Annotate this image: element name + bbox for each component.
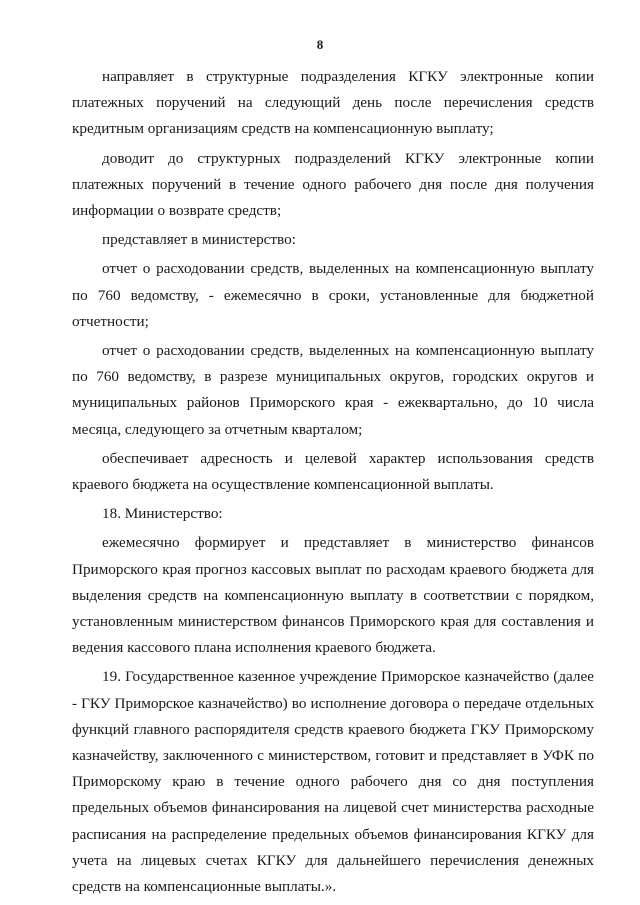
paragraph-submits-to-ministry: представляет в министерство:: [102, 231, 296, 249]
paragraph-section-18-body: ежемесячно формирует и представляет в министерство финансов Приморского края прогноз кассовых выплат по расходам краевого бюджета для выделения средств на компенсационную выплату в соответствии с порядком, установленным министерством финансов Приморского края для составления и ведения кассового плана исполнения краевого бюджета.: [72, 534, 594, 657]
paragraph-monthly-report: отчет о расходовании средств, выделенных на компенсационную выплату по 760 ведомству, - ежемесячно в сроки, установленные для бюджетной отчетности;: [72, 260, 594, 330]
page-number: 8: [316, 37, 324, 52]
paragraph-targeted-use: обеспечивает адресность и целевой характер использования средств краевого бюджета на осуществление компенсационной выплаты.: [72, 449, 594, 494]
paragraph-section-18-heading: 18. Министерство:: [102, 505, 223, 523]
paragraph-section-19: 19. Государственное казенное учреждение Приморское казначейство (далее - ГКУ Приморское казначейство) во исполнение договора о передаче отдельных функций главного распорядителя средств краевого бюджета ГКУ Приморскому казначейству, заключенного с министерством, готовит и представляет в УФК по Приморскому краю в течение одного рабочего дня со дня поступления предельных объемов финансирования на лицевой счет министерства расходные расписания на распределение предельных объемов финансирования КГКУ для учета на лицевых счетах КГКУ для дальнейшего перечисления денежных средств на компенсационные выплаты.».: [72, 668, 594, 896]
paragraph-quarterly-report: отчет о расходовании средств, выделенных на компенсационную выплату по 760 ведомству, в разрезе муниципальных округов, городских округов и муниципальных районов Приморского края - ежеквартально, до 10 числа месяца, следующего за отчетным кварталом;: [72, 342, 594, 438]
paragraph-transfer-copies: направляет в структурные подразделения КГКУ электронные копии платежных поручений на следующий день после перечисления средств кредитным организациям средств на компенсационную выплату;: [72, 68, 594, 138]
paragraph-deliver-copies: доводит до структурных подразделений КГКУ электронные копии платежных поручений в течение одного рабочего дня после дня получения информации о возврате средств;: [72, 149, 594, 220]
document-body: [72, 64, 594, 900]
